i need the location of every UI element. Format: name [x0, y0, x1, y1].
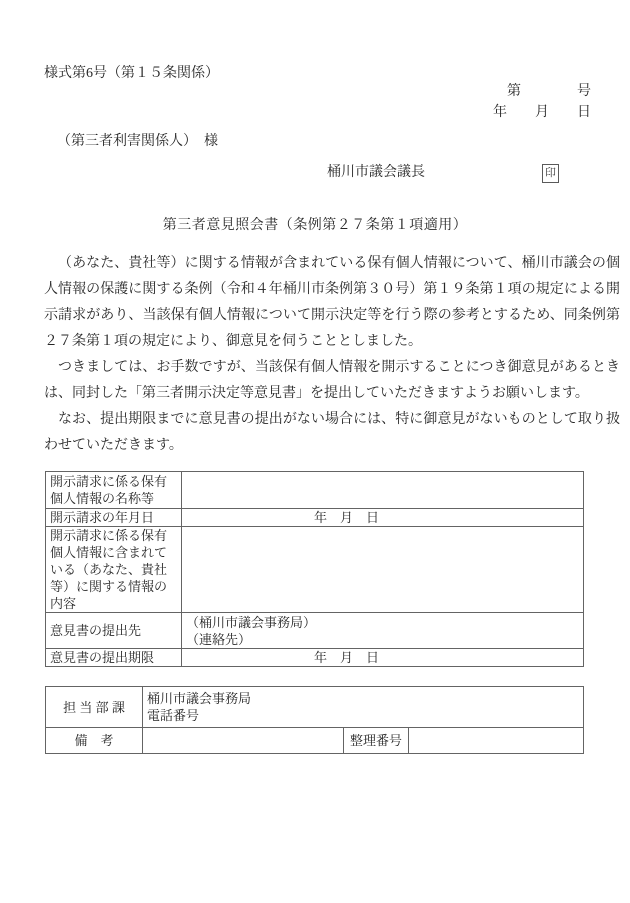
row-label-request-date: 開示請求の年月日 [46, 509, 182, 527]
dept-value-cell [143, 687, 584, 728]
row-value-held-info-name [182, 472, 584, 509]
row-label-info-content: 開示請求に係る保有個人情報に含まれている（あなた、貴社等）に関する情報の内容 [46, 527, 182, 613]
body-text [44, 251, 620, 459]
table-row [46, 613, 584, 649]
paragraph-1: （あなた、貴社等）に関する情報が含まれている保有個人情報について、桶川市議会の個人情報の保護に関する条例（令和４年桶川市条例第３０号）第１９条第１項の規定による開示請求があり、当該保有個人情報について開示決定等を行う際の参考とするため、同条例第２７条第１項の規定により、御意見を伺うこととしました。 [44, 256, 620, 349]
row-value-info-content [182, 527, 584, 613]
submission-place-line1: （桶川市議会事務局） [186, 614, 317, 630]
table-row [46, 472, 584, 509]
remarks-label-cell: 備 考 [46, 728, 143, 754]
submission-place-line2: （連絡先） [186, 631, 252, 647]
row-label-submission-deadline: 意見書の提出期限 [46, 649, 182, 667]
document-date-line: 年 月 日 [493, 105, 591, 120]
admin-footer-table [45, 686, 584, 754]
dept-label-cell: 担 当 部 課 [46, 687, 143, 728]
remarks-value-cell [143, 728, 344, 754]
paragraph-3: なお、提出期限までに意見書の提出がない場合には、特に御意見がないものとして取り扱わせていただきます。 [44, 412, 620, 453]
dept-office-name: 桶川市議会事務局 [147, 691, 252, 706]
row-value-submission-deadline: 年 月 日 [182, 649, 584, 667]
table-row [46, 509, 584, 527]
table-row [46, 527, 584, 613]
dept-phone-label: 電話番号 [147, 708, 200, 723]
ref-number-label-cell: 整理番号 [344, 728, 409, 754]
row-label-submission-place: 意見書の提出先 [46, 613, 182, 649]
seal-stamp-placeholder: 印 [542, 164, 559, 183]
paragraph-2: つきましては、お手数ですが、当該保有個人情報を開示することにつき御意見があるときは、同封した「第三者開示決定等意見書」を提出していただきますようお願いします。 [44, 360, 620, 401]
table-row [46, 649, 584, 667]
page-title: 第三者意見照会書（条例第２７条第１項適用） [162, 218, 468, 233]
ref-number-value-cell [409, 728, 584, 754]
table-row [46, 687, 584, 728]
row-label-held-info-name: 開示請求に係る保有個人情報の名称等 [46, 472, 182, 509]
document-number-line: 第 号 [507, 84, 591, 99]
row-value-submission-place [182, 613, 584, 649]
row-value-request-date: 年 月 日 [182, 509, 584, 527]
form-style-label: 様式第6号（第１５条関係） [44, 66, 219, 81]
table-row [46, 728, 584, 754]
disclosure-request-table [45, 471, 584, 667]
sender-name: 桶川市議会議長 [327, 165, 425, 180]
addressee-line: （第三者利害関係人） 様 [57, 134, 218, 149]
